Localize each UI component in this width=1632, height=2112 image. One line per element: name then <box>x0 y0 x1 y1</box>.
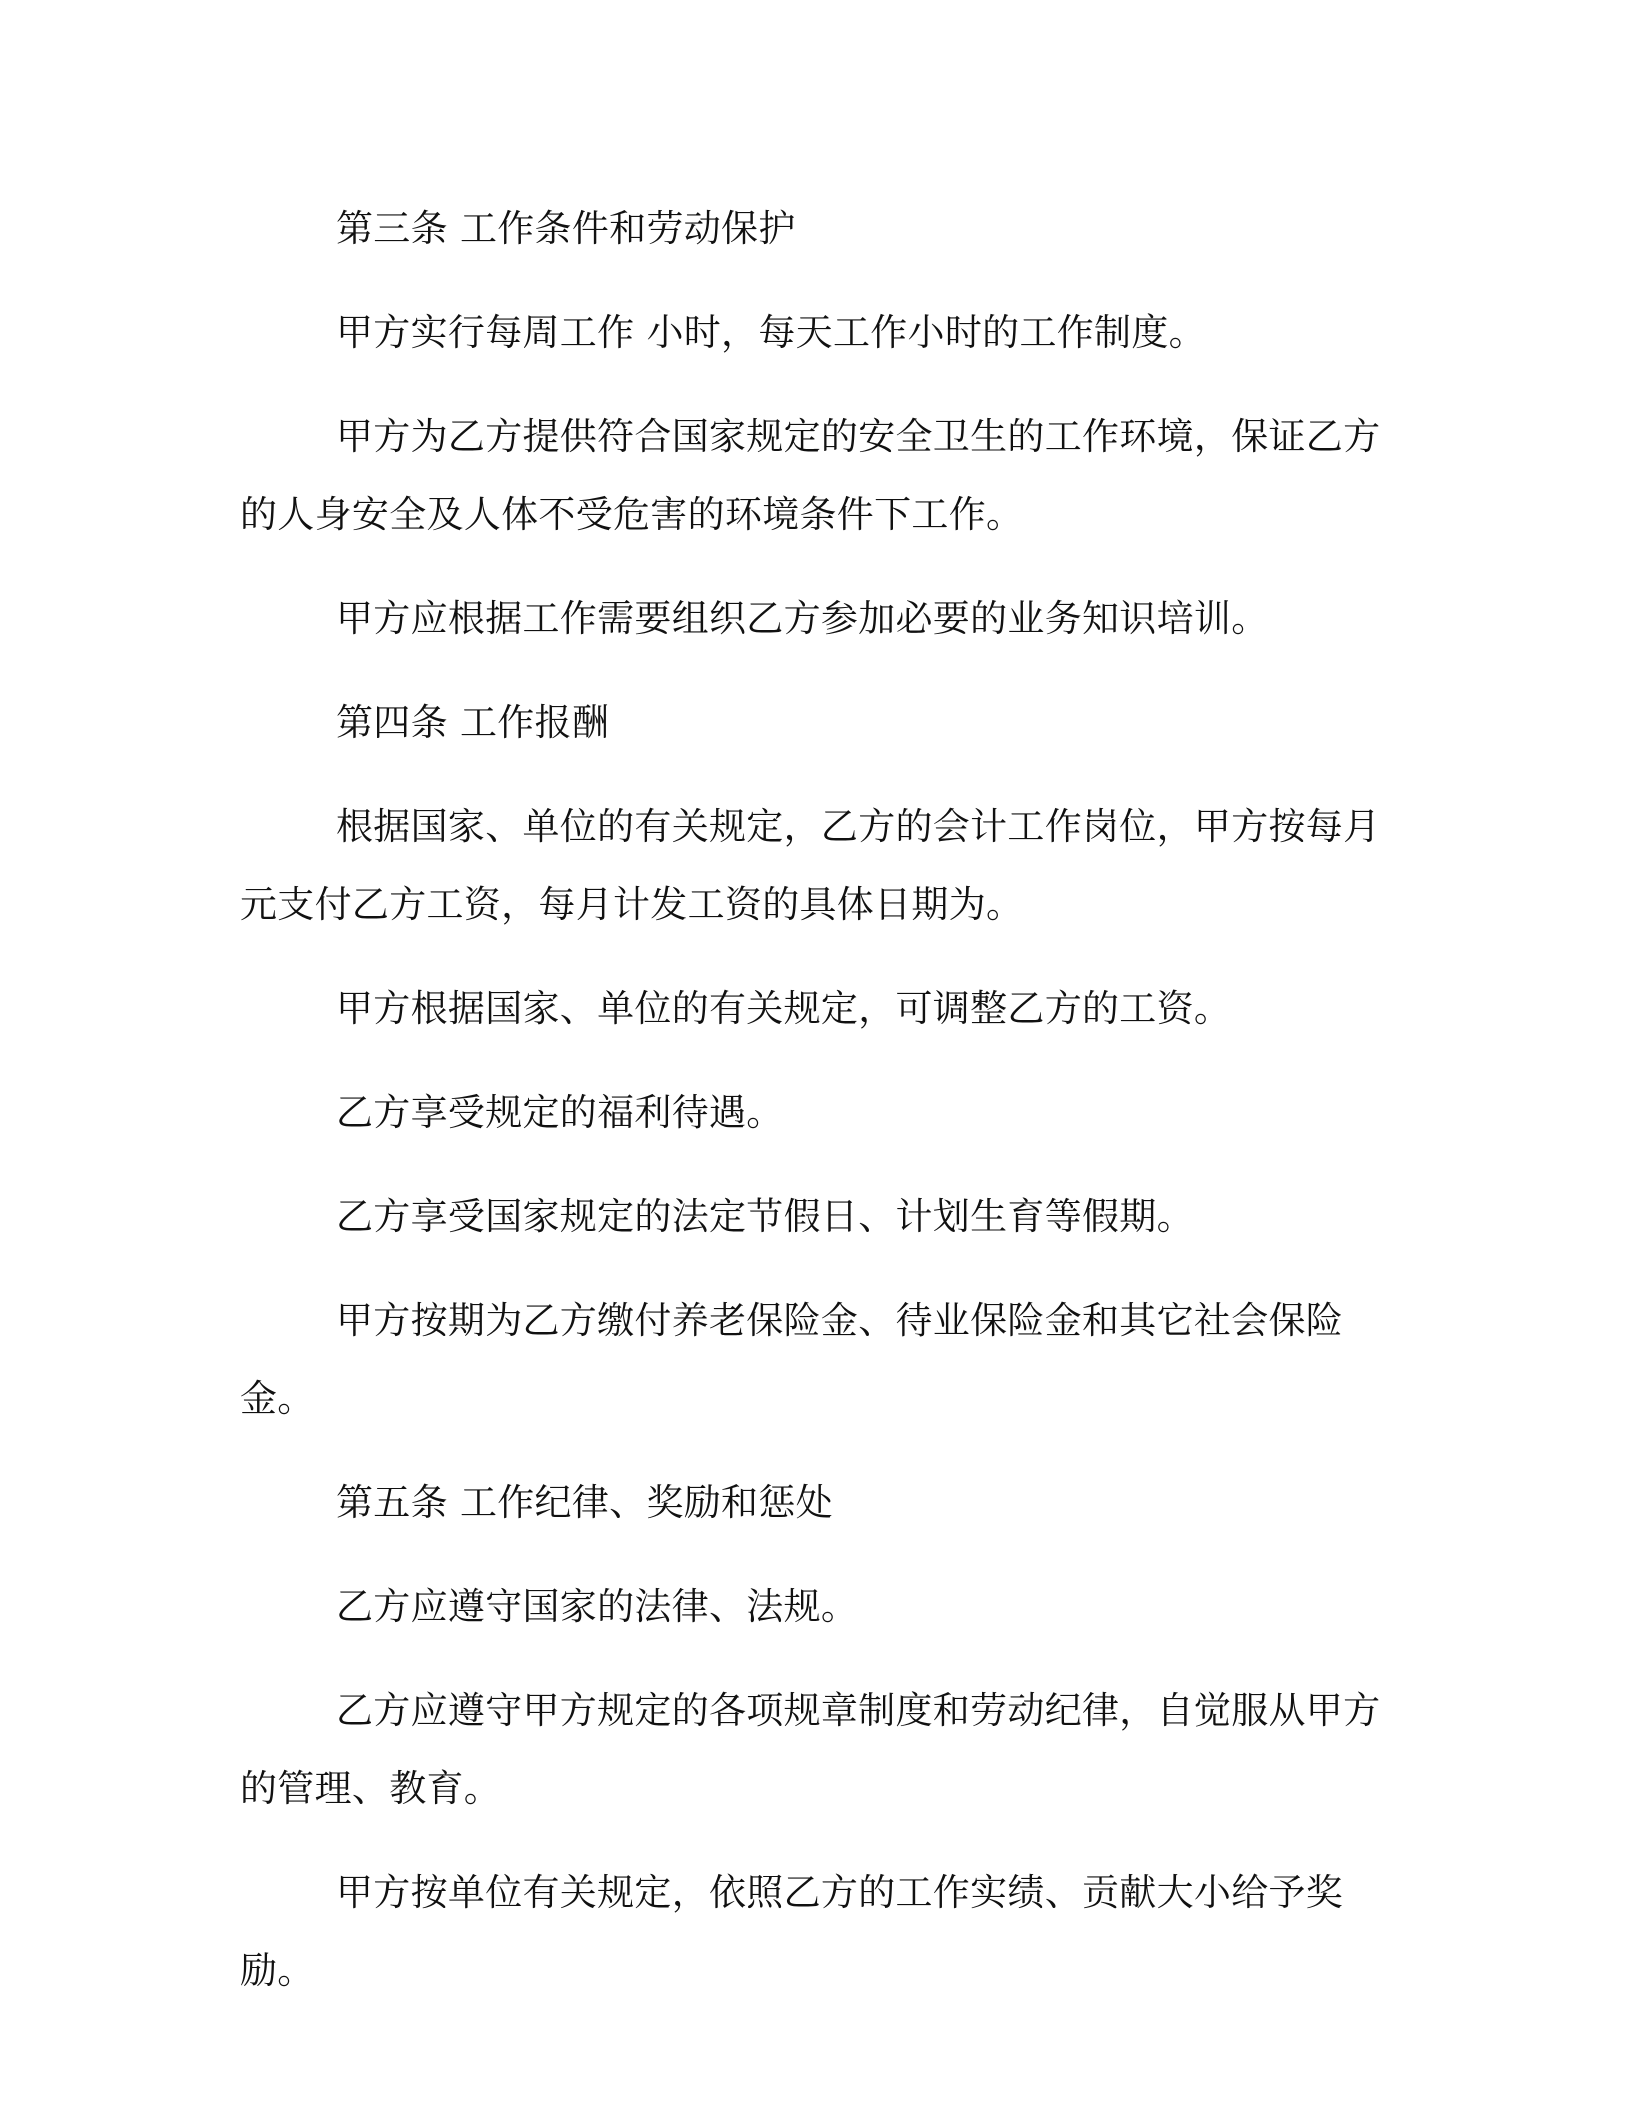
paragraph-rewards: 甲方按单位有关规定，依照乙方的工作实绩、贡献大小给予奖励。 <box>240 1871 1344 1992</box>
paragraph-safety-environment: 甲方为乙方提供符合国家规定的安全卫生的工作环境，保证乙方的人身安全及人体不受危害的环境条件下工作。 <box>240 415 1381 536</box>
paragraph-welfare: 乙方享受规定的福利待遇。 <box>336 1091 784 1134</box>
paragraph-salary-adjustment: 甲方根据国家、单位的有关规定，可调整乙方的工资。 <box>336 987 1232 1030</box>
paragraph-obey-laws: 乙方应遵守国家的法律、法规。 <box>336 1585 859 1628</box>
paragraph-holidays: 乙方享受国家规定的法定节假日、计划生育等假期。 <box>336 1195 1194 1238</box>
paragraph-obey-rules: 乙方应遵守甲方规定的各项规章制度和劳动纪律，自觉服从甲方的管理、教育。 <box>240 1689 1381 1810</box>
paragraph-insurance: 甲方按期为乙方缴付养老保险金、待业保险金和其它社会保险金。 <box>240 1299 1344 1420</box>
section-heading-article-3: 第三条 工作条件和劳动保护 <box>336 207 796 250</box>
section-heading-article-5: 第五条 工作纪律、奖励和惩处 <box>336 1481 833 1524</box>
paragraph-salary-payment: 根据国家、单位的有关规定，乙方的会计工作岗位，甲方按每月元支付乙方工资，每月计发工资的具体日期为。 <box>240 805 1381 926</box>
section-heading-article-4: 第四条 工作报酬 <box>336 701 610 744</box>
document-body <box>240 190 1410 2036</box>
paragraph-working-hours: 甲方实行每周工作 小时，每天工作小时的工作制度。 <box>336 311 1206 354</box>
paragraph-training: 甲方应根据工作需要组织乙方参加必要的业务知识培训。 <box>336 597 1269 640</box>
